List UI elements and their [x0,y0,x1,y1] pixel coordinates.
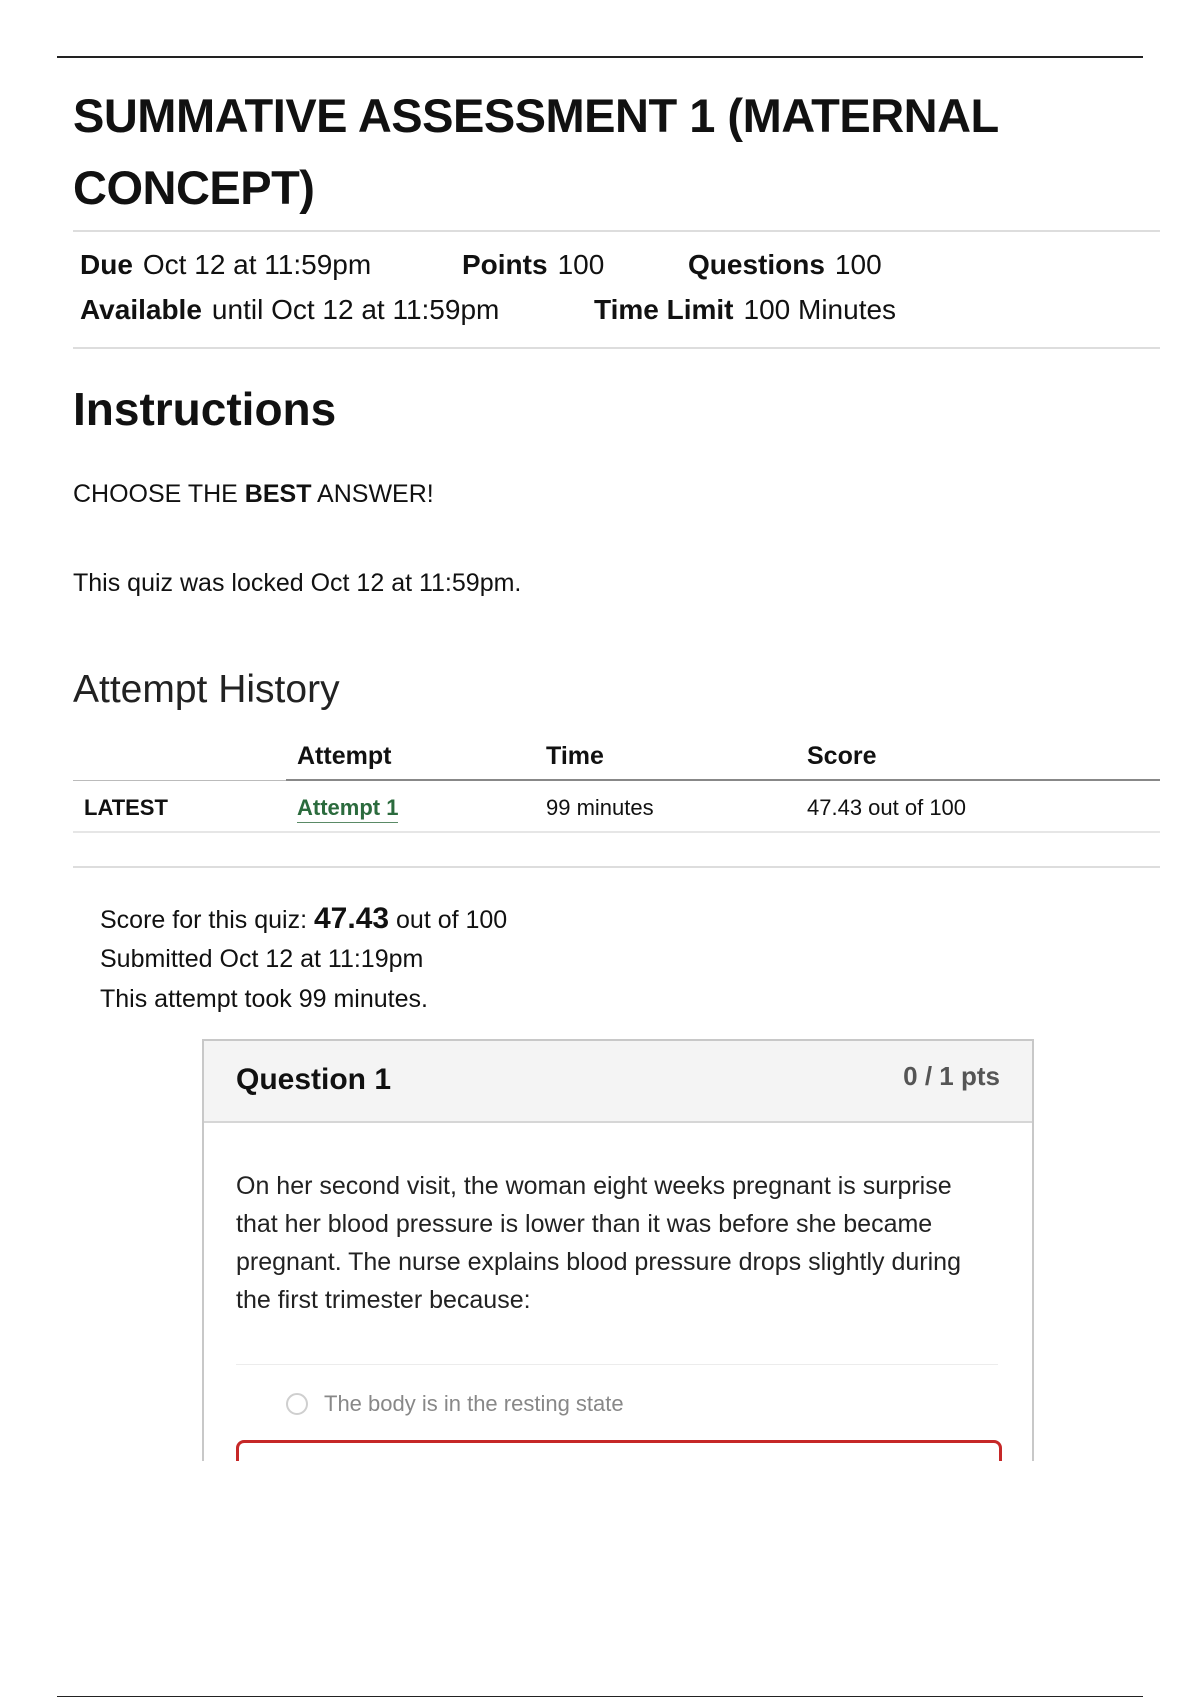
available-value: until Oct 12 at 11:59pm [211,294,500,325]
question-title: Question 1 [236,1063,392,1096]
page-top-rule [57,56,1143,58]
column-header-attempt: Attempt [297,742,392,770]
due-label: Due [80,249,133,280]
details-top-divider [73,230,1160,232]
question-text: On her second visit, the woman eight weeks pregnant is surprise that her blood pressure is lower than it was before she became pregnant. The nurse explains blood pressure drops slightly during the first trimester because: [236,1172,961,1314]
column-header-time: Time [546,742,604,770]
column-header-score: Score [807,742,877,770]
questions-value: 100 [834,249,882,280]
instructions-suffix: ANSWER! [311,480,434,508]
answer-option[interactable] [286,1391,624,1417]
instructions-prefix: CHOOSE THE [73,480,245,508]
time-limit-detail [594,294,896,326]
question-header [204,1041,1032,1123]
score-value: 47.43 [313,902,390,935]
available-detail [80,294,499,326]
radio-icon[interactable] [286,1393,308,1415]
score-prefix: Score for this quiz: [100,906,314,934]
table-header [73,738,1160,780]
instructions-emphasis: BEST [244,480,312,508]
questions-label: Questions [688,249,825,280]
instructions-heading: Instructions [73,383,337,435]
due-value: Oct 12 at 11:59pm [142,249,372,280]
attempt-history-heading: Attempt History [73,668,340,711]
attempt-score: 47.43 out of 100 [807,795,967,820]
time-limit-label: Time Limit [594,294,734,325]
attempt-history-bottom-divider [73,866,1160,868]
quiz-score-line [100,902,507,936]
score-suffix: out of 100 [389,906,508,934]
points-detail [462,249,604,281]
latest-tag: LATEST [84,795,168,820]
due-detail [80,249,371,281]
attempt-1-link[interactable]: Attempt 1 [297,795,398,823]
attempt-time: 99 minutes [546,795,654,820]
incorrect-answer-highlight [236,1440,1002,1461]
question-card [202,1039,1034,1461]
answer-separator [236,1364,998,1365]
question-points: 0 / 1 pts [903,1061,1000,1091]
points-value: 100 [557,249,605,280]
page-bottom-rule [57,1696,1143,1697]
points-label: Points [462,249,548,280]
time-limit-value: 100 Minutes [743,294,897,325]
instructions-text [73,480,434,509]
quiz-title: SUMMATIVE ASSESSMENT 1 (MATERNAL CONCEPT) [73,89,998,214]
submitted-text: Submitted Oct 12 at 11:19pm [100,945,424,973]
questions-detail [688,249,882,281]
table-row [73,781,1160,833]
locked-notice: This quiz was locked Oct 12 at 11:59pm. [73,569,522,597]
available-label: Available [80,294,202,325]
answer-label: The body is in the resting state [324,1391,624,1416]
attempt-duration-text: This attempt took 99 minutes. [100,985,428,1013]
details-bottom-divider [73,347,1160,349]
